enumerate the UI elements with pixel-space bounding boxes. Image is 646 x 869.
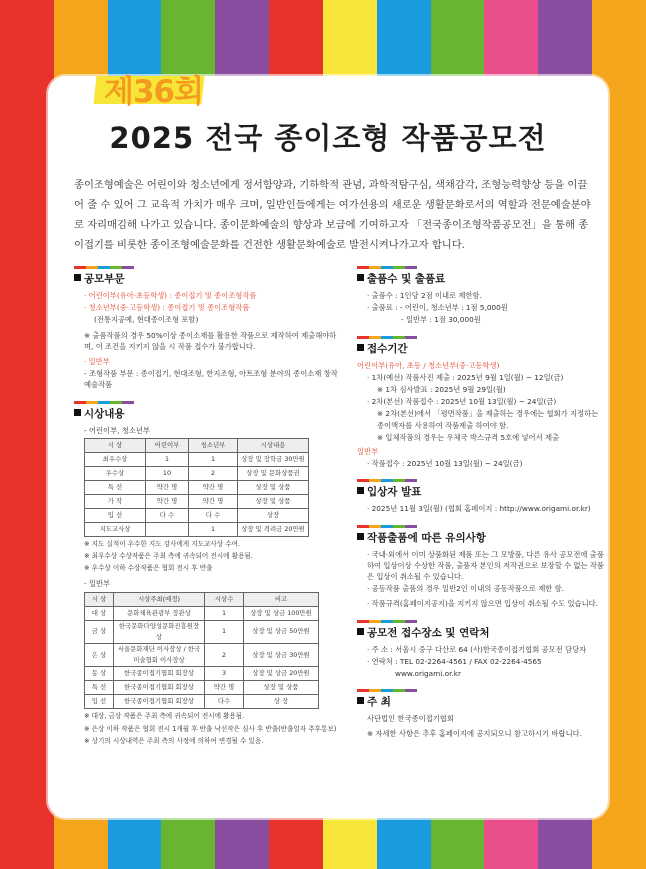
table-cell: 특 선 xyxy=(85,681,114,695)
contact-line: · 연락처 : TEL 02-2264-4561 / FAX 02-2264-4565 xyxy=(367,656,542,666)
table-cell: 1 xyxy=(205,606,244,620)
left-column xyxy=(74,260,344,748)
table-cell: 시 상 xyxy=(85,438,146,452)
category-note: ※ 출품작품의 경우 50%이상 종이소재를 활용한 작품으로 제작하여 제출해야하며, 이 조건을 지키지 않을 시 작품 접수가 불가합니다. xyxy=(84,330,337,351)
notice-line: · 공동작품 출품의 경우 일반2인 이내의 공동작품으로 제한 함. xyxy=(367,584,565,594)
table-cell: 상장 및 상품 xyxy=(238,494,309,508)
table-note: ※ 우수상 이하 수상작품은 협회 전시 후 반출 xyxy=(84,564,213,573)
table-cell: 1 xyxy=(205,620,244,643)
notice-line: · 작품규격(홈페이지공지)을 지키지 않으면 입상이 취소될 수도 있습니다. xyxy=(367,599,598,609)
section-title: 공모전 접수장소 및 연락처 xyxy=(357,625,607,640)
table-cell: 상장 및 상금 50만원 xyxy=(244,620,319,643)
table-cell: 1 xyxy=(146,452,189,466)
table-row xyxy=(85,606,319,620)
section-title: 입상자 발표 xyxy=(357,484,607,499)
table-cell: 상장 및 상금 20만원 xyxy=(244,667,319,681)
table-cell: 특 선 xyxy=(85,480,146,494)
table-cell: 청소년부 xyxy=(189,438,238,452)
table-cell: 어린이부 xyxy=(146,438,189,452)
table-cell: 2 xyxy=(189,466,238,480)
section-title: 공모부문 xyxy=(74,271,344,286)
general-label: 일반부 xyxy=(357,447,379,457)
host-line: 사단법인 한국종이접기협회 xyxy=(367,714,454,724)
table-cell: 우수상 xyxy=(85,466,146,480)
table-cell: 다 수 xyxy=(189,508,238,522)
table-cell: 한국문화다양성문화진흥원장상 xyxy=(114,620,205,643)
table-row xyxy=(85,452,309,466)
contact-line: · 주 소 : 서울시 중구 다산로 64 (사)한국종이접기협회 공모전 담당자 xyxy=(367,644,587,654)
table-cell: 은 상 xyxy=(85,644,114,667)
general-label: · 일반부 xyxy=(84,357,110,367)
table-cell: 시상수 xyxy=(205,592,244,606)
category-line: (전통지공예, 현대종이조형 포함) xyxy=(94,315,199,325)
table-cell: 동 상 xyxy=(85,667,114,681)
table-cell: 상장 및 상금 30만원 xyxy=(244,644,319,667)
color-bar xyxy=(74,266,134,269)
table-note: ※ 최우수상 수상작품은 주최 측에 귀속되어 전시에 활용됨. xyxy=(84,552,253,561)
right-column xyxy=(357,260,607,741)
table-cell: 1 xyxy=(189,452,238,466)
table-cell: 상장 xyxy=(238,508,309,522)
table-cell: 10 xyxy=(146,466,189,480)
poster-title: 2025 전국 종이조형 작품공모전 xyxy=(109,121,547,155)
table-cell: 1 xyxy=(189,522,238,536)
period-line: ※ 1차 심사발표 : 2025년 9월 29일(월) xyxy=(377,385,506,395)
table-row xyxy=(85,466,309,480)
table-cell: 한국종이접기협회 회장상 xyxy=(114,681,205,695)
table-cell: 상장 및 격려금 20만원 xyxy=(238,522,309,536)
table-header-row xyxy=(85,438,309,452)
category-line: · 어린이부(유아·초등학생) : 종이접기 및 종이조형작품 xyxy=(84,291,257,300)
period-section xyxy=(357,336,607,470)
period-line: · 1차(예선) 작품사진 제출 : 2025년 9월 1일(월) ~ 12일(금) xyxy=(367,372,564,382)
table-row xyxy=(85,695,319,709)
color-bar xyxy=(357,266,417,269)
youth-award-table xyxy=(84,438,309,537)
table-cell: 상장 및 장학금 30만원 xyxy=(238,452,309,466)
contact-line: www.origami.or.kr xyxy=(395,669,461,679)
table-cell: 입 선 xyxy=(85,695,114,709)
table-row xyxy=(85,508,309,522)
table-cell: 상 장 xyxy=(244,695,319,709)
table-cell: 가 작 xyxy=(85,494,146,508)
category-line: · 청소년부(중·고등학생) : 종이접기 및 종이조형작품 xyxy=(84,303,250,313)
table-cell: 비고 xyxy=(244,592,319,606)
table-cell: 한국종이접기협회 회장상 xyxy=(114,667,205,681)
color-bar xyxy=(357,525,417,528)
contact-section xyxy=(357,620,607,680)
section-title: 작품출품에 따른 유의사항 xyxy=(357,530,607,545)
table-cell: 시 상 xyxy=(85,592,114,606)
category-section xyxy=(74,266,344,391)
table-cell: 서울문화재단 이사장상 / 한국미술협회 이사장상 xyxy=(114,644,205,667)
table-header-row xyxy=(85,592,319,606)
color-bar xyxy=(74,401,134,404)
award-section xyxy=(74,401,344,747)
section-title: 시상내용 xyxy=(74,406,344,421)
table-cell: 최우수상 xyxy=(85,452,146,466)
period-line: ※ 2차(본선)에서 「평면작품」을 제출하는 경우에는 협회가 지정하는 종이액자를 사용하여 작품제출 하여야 함. xyxy=(377,409,599,430)
table-row xyxy=(85,480,309,494)
table-cell: 상장 및 상품 xyxy=(244,681,319,695)
table-cell: 상장 및 문화상품권 xyxy=(238,466,309,480)
table-cell: 지도교사상 xyxy=(85,522,146,536)
table-row xyxy=(85,681,319,695)
notice-line: · 국내·외에서 이미 상품화된 제품 또는 그 모방품, 다른 유사 공모전에 출품하여 입상이상 수상한 작품, 출품자 본인의 저작권으로 보장할 수 없는 작품은 입상이 취소될 수 있습니다. xyxy=(367,549,604,582)
intro-text: 종이조형예술은 어린이와 청소년에게 정서함양과, 기하학적 관념, 과학적탐구심, 색채감각, 조형능력향상 등을 이끌어 줄 수 있어 그 교육적 가치가 매우 크며, 일반인들에게는 여가선용의 새로운 생활문화로서의 역할과 전문예술분야로 자리매김해 나가고 있습니다. 종이문화예술의 향상과 보급에 기여하고자 「전국종이조형작품공모전」을 통해 종이접기를 비롯한 종이조형예술문화를 건전한 생활문화예술로 발전시켜나가고자 합니다. xyxy=(74,179,591,251)
table-cell: 시상내용 xyxy=(238,438,309,452)
table-row xyxy=(85,667,319,681)
table-cell: 약간 명 xyxy=(146,480,189,494)
table-cell: 한국종이접기협회 회장상 xyxy=(114,695,205,709)
quantity-line: · 출품수 : 1인당 2점 이내로 제한함. xyxy=(367,291,482,300)
table-cell: 다수 xyxy=(205,695,244,709)
table-row xyxy=(85,620,319,643)
notice-section xyxy=(357,525,607,610)
table-row xyxy=(85,644,319,667)
period-subtitle: 어린이부(유아, 초등 / 청소년부(중·고등학생) xyxy=(357,360,500,370)
table-cell: 금 상 xyxy=(85,620,114,643)
table-cell: 3 xyxy=(205,667,244,681)
quantity-line: - 일반부 : 1점 30,000원 xyxy=(401,315,481,325)
color-bar xyxy=(357,479,417,482)
general-award-table xyxy=(84,592,319,710)
winners-line: · 2025년 11월 3일(월) (협회 홈페이지 : http://www.origami.or.kr) xyxy=(367,504,591,514)
table-cell: 약간 명 xyxy=(189,494,238,508)
table-cell: 입 선 xyxy=(85,508,146,522)
stripe xyxy=(0,0,54,869)
general-line: - 조형작품 부문 : 종이접기, 현대조형, 한지조형, 아트조형 분야의 종이소재 창작예술작품 xyxy=(84,369,338,390)
table-cell: 다 수 xyxy=(146,508,189,522)
table-cell: 약간 명 xyxy=(146,494,189,508)
table-cell: 약간 명 xyxy=(205,681,244,695)
winners-section xyxy=(357,479,607,514)
section-title: 출품수 및 출품료 xyxy=(357,271,607,286)
award-subtitle: - 일반부 xyxy=(84,579,111,589)
color-bar xyxy=(357,620,417,623)
host-note: ※ 자세한 사항은 추후 홈페이지에 공지되오니 참고하시기 바랍니다. xyxy=(367,729,582,739)
table-cell: 약간 명 xyxy=(189,480,238,494)
award-subtitle: - 어린이부, 청소년부 xyxy=(84,425,150,435)
table-cell: 상장 및 상품 xyxy=(238,480,309,494)
section-title: 접수기간 xyxy=(357,341,607,356)
section-title: 주 최 xyxy=(357,694,607,709)
edition-label: 제36회 xyxy=(104,74,204,110)
table-cell: 2 xyxy=(205,644,244,667)
color-bar xyxy=(357,689,417,692)
table-cell: 상장 및 상금 100만원 xyxy=(244,606,319,620)
table-note: ※ 대상, 금상 작품은 주최 측에 귀속되어 전시에 활용됨. xyxy=(84,712,245,721)
table-note: ※ 상기의 시상내역은 주최 측의 사정에 의하여 변경될 수 있음. xyxy=(84,736,264,745)
quantity-section xyxy=(357,266,607,326)
table-cell: 시상주최(예정) xyxy=(114,592,205,606)
period-line: · 2차(본선) 작품접수 : 2025년 10월 13일(월) ~ 24일(금) xyxy=(367,397,557,407)
table-row xyxy=(85,494,309,508)
host-section xyxy=(357,689,607,739)
table-cell: 문화체육관광부 장관상 xyxy=(114,606,205,620)
table-cell xyxy=(146,522,189,536)
table-cell: 대 상 xyxy=(85,606,114,620)
table-note: ※ 지도 실적이 우수한 지도 강사에게 지도교사상 수여. xyxy=(84,539,241,548)
color-bar xyxy=(357,336,417,339)
period-line: ※ 입체작품의 경우는 우체국 박스규격 5호에 넣어서 제출 xyxy=(377,432,560,442)
table-note: ※ 은상 이하 작품은 협회 전시 1개월 후 반출 낙선작은 심사 후 반출(반출일자 추후통보) xyxy=(84,724,337,733)
table-row xyxy=(85,522,309,536)
quantity-line: · 출품료 : - 어린이, 청소년부 : 1점 5,000원 xyxy=(367,303,508,313)
general-line: · 작품접수 : 2025년 10월 13일(월) ~ 24일(금) xyxy=(367,459,523,469)
